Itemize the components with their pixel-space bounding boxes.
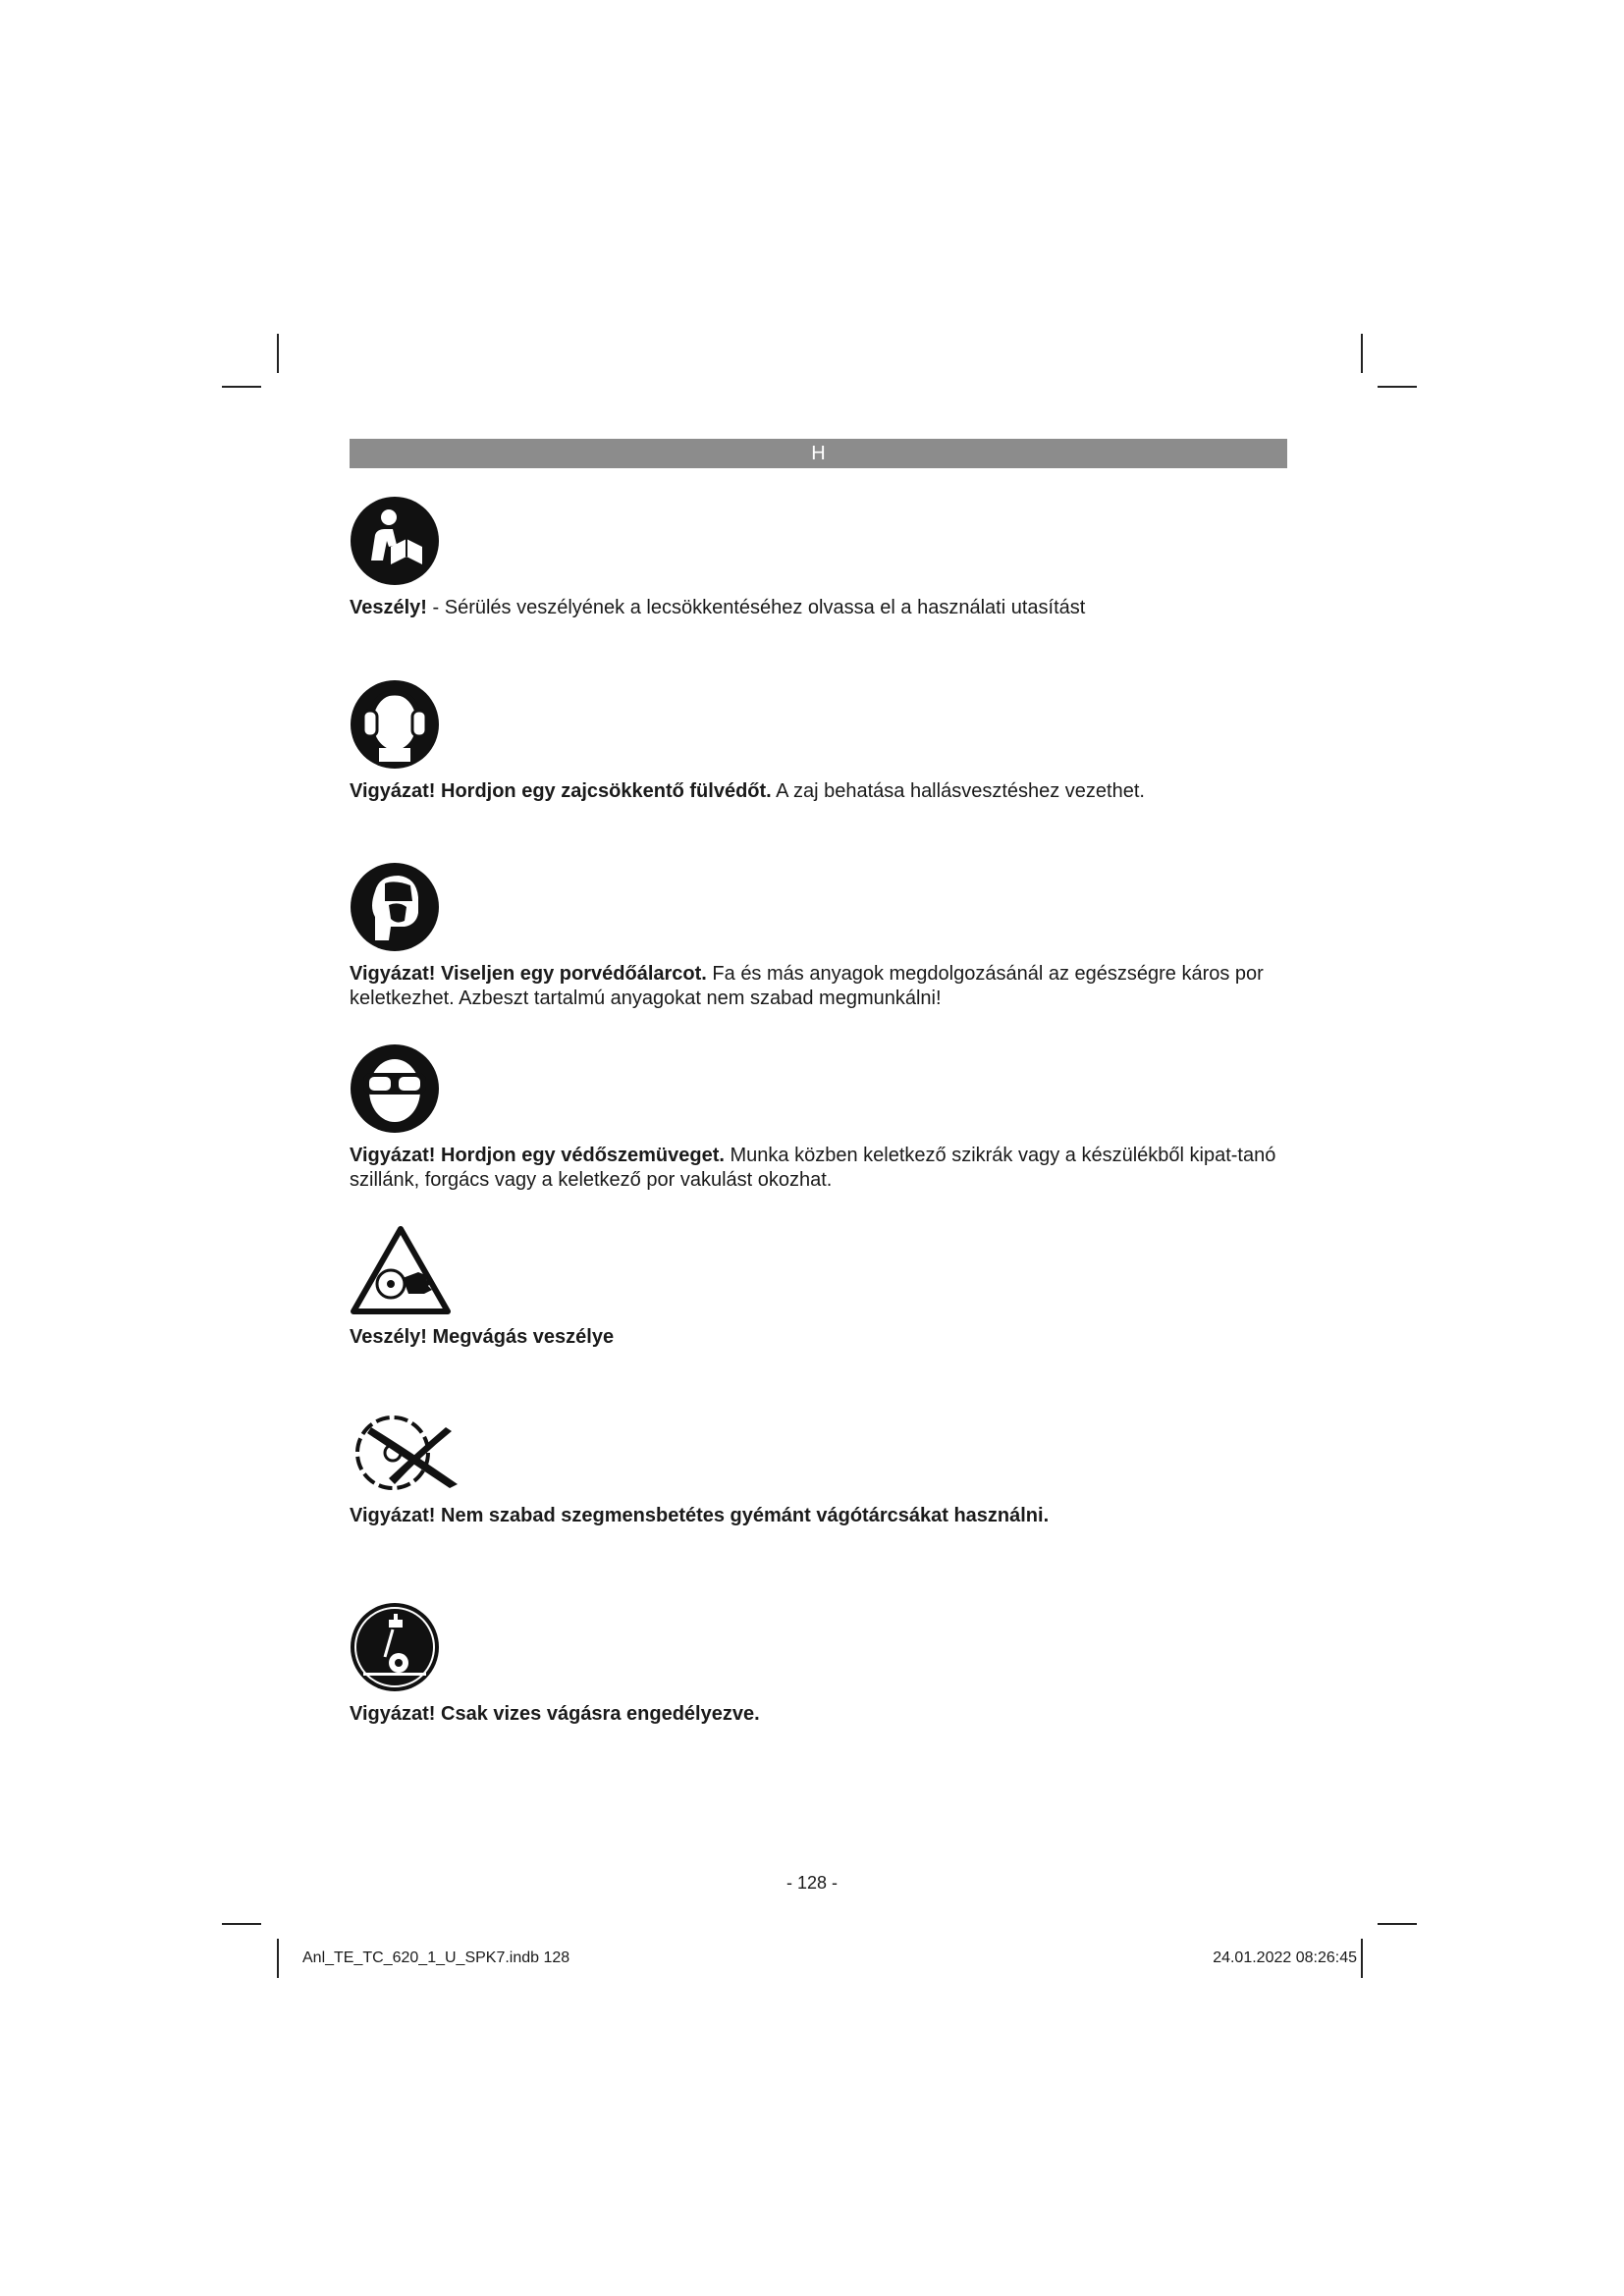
warning-text: A zaj behatása hallásvesztéshez vezethet. bbox=[771, 780, 1145, 802]
warning-heading: Vigyázat! Nem szabad szegmensbetétes gyémánt vágótárcsákat használni. bbox=[350, 1505, 1050, 1526]
warning-text: - Sérülés veszélyének a lecsökkentéséhez olvassa el a használati utasítást bbox=[426, 597, 1086, 618]
read-manual-icon bbox=[350, 496, 440, 586]
warning-heading: Vigyázat! Csak vizes vágásra engedélyezve. bbox=[350, 1703, 760, 1725]
warning-text: Munka közben keletkező szikrák vagy a készülékből kipat-tanó szillánk, forgács vagy a keletkező por vakulást okozhat. bbox=[350, 1145, 1276, 1191]
crop-mark bbox=[1378, 1923, 1417, 1925]
language-header-bar bbox=[350, 439, 1287, 468]
crop-mark bbox=[1361, 1939, 1363, 1978]
safety-item bbox=[350, 1410, 1287, 1528]
warning-heading: Veszély! bbox=[350, 597, 427, 618]
warning-heading: Vigyázat! Viseljen egy porvédőálarcot. bbox=[350, 963, 707, 985]
footer-datetime: 24.01.2022 08:26:45 bbox=[1213, 1949, 1357, 1966]
safety-item bbox=[350, 862, 1287, 1011]
crop-mark bbox=[1378, 386, 1417, 388]
crop-mark bbox=[1361, 334, 1363, 373]
safety-goggles-icon bbox=[350, 1043, 440, 1134]
safety-item bbox=[350, 679, 1287, 804]
ear-protection-icon bbox=[350, 679, 440, 770]
warning-heading: Vigyázat! Hordjon egy védőszemüveget. bbox=[350, 1145, 725, 1166]
footer-file-info: Anl_TE_TC_620_1_U_SPK7.indb 128 bbox=[302, 1949, 570, 1966]
safety-item bbox=[350, 1043, 1287, 1193]
no-segmented-blade-icon bbox=[350, 1410, 463, 1494]
safety-item bbox=[350, 496, 1287, 620]
page-number: - 128 - bbox=[785, 1873, 839, 1893]
cut-hazard-icon bbox=[350, 1225, 452, 1315]
crop-mark bbox=[277, 1939, 279, 1978]
safety-item bbox=[350, 1225, 1287, 1350]
dust-mask-icon bbox=[350, 862, 440, 952]
language-label: H bbox=[811, 443, 826, 464]
crop-mark bbox=[222, 386, 261, 388]
wet-cutting-icon bbox=[350, 1602, 440, 1692]
warning-heading: Vigyázat! Hordjon egy zajcsökkentő fülvédőt. bbox=[350, 780, 772, 802]
crop-mark bbox=[222, 1923, 261, 1925]
crop-mark bbox=[277, 334, 279, 373]
warning-text: Fa és más anyagok megdolgozásánál az egészségre káros por keletkezhet. Azbeszt tartalmú anyagokat nem szabad megmunkálni! bbox=[350, 963, 1264, 1009]
warning-heading: Veszély! Megvágás veszélye bbox=[350, 1326, 615, 1348]
safety-item bbox=[350, 1602, 1287, 1727]
